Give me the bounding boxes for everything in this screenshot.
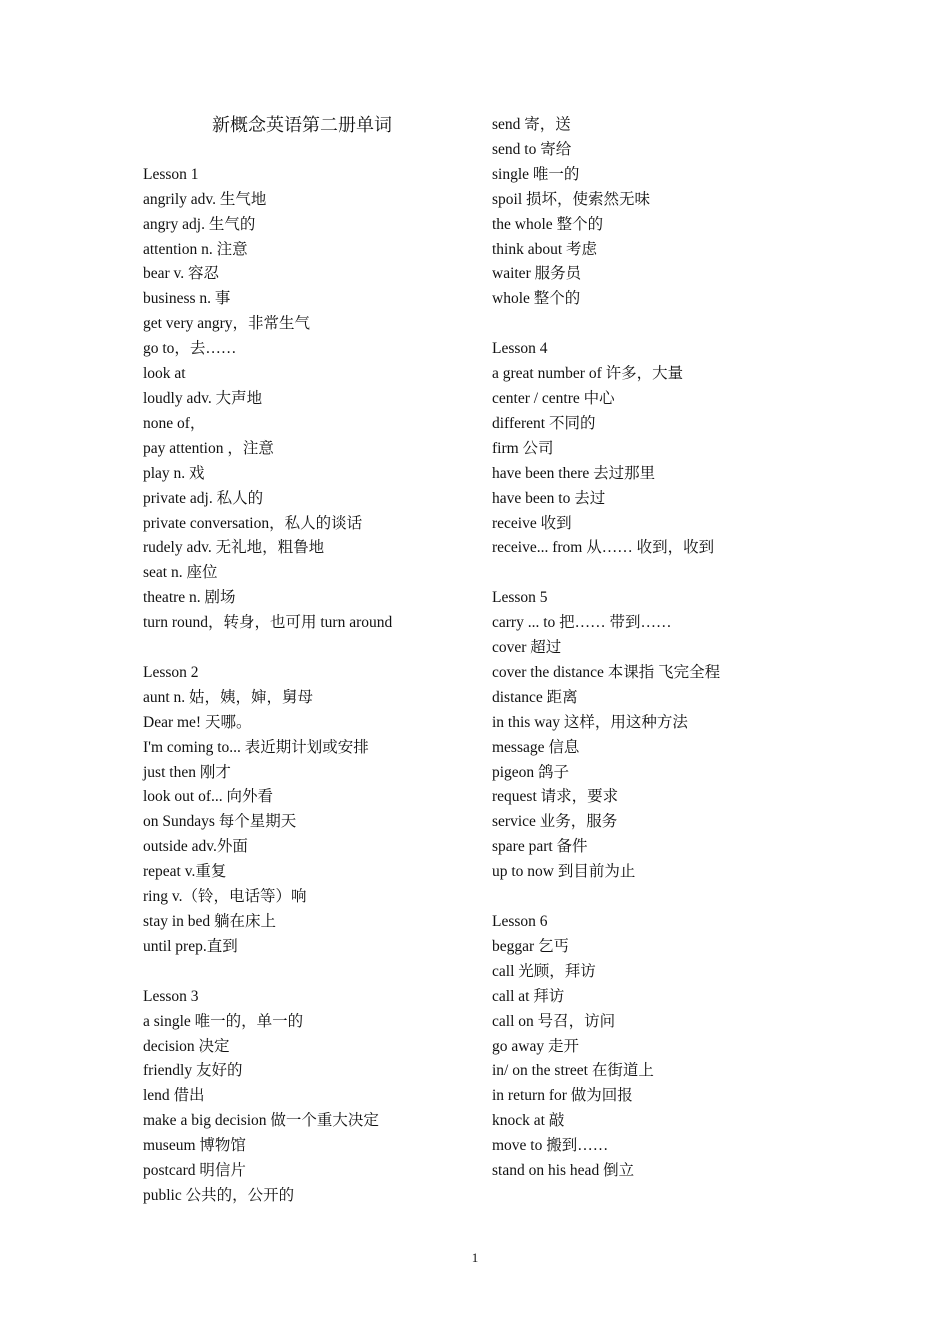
page-number: 1 bbox=[471, 1250, 479, 1265]
vocab-entry: have been to 去过 bbox=[492, 489, 606, 507]
vocab-entry: make a big decision 做一个重大决定 bbox=[143, 1112, 379, 1130]
vocab-entry: send 寄，送 bbox=[492, 116, 571, 133]
vocab-entry: a single 唯一的，单一的 bbox=[143, 1012, 304, 1030]
vocab-entry: ring v.（铃，电话等）响 bbox=[143, 888, 307, 906]
lesson-heading: Lesson 5 bbox=[492, 589, 548, 607]
vocab-entry: turn round，转身，也可用 turn around bbox=[143, 614, 393, 632]
vocab-entry: loudly adv. 大声地 bbox=[143, 389, 263, 407]
vocab-entry: bear v. 容忍 bbox=[143, 265, 220, 283]
lesson-heading: Lesson 4 bbox=[492, 340, 548, 358]
lesson-heading: Lesson 6 bbox=[492, 913, 548, 930]
vocab-entry: request 请求，要求 bbox=[492, 788, 619, 806]
vocab-entry: go to，去…… bbox=[143, 340, 237, 358]
vocab-entry: postcard 明信片 bbox=[143, 1162, 246, 1180]
vocab-entry: service 业务，服务 bbox=[492, 813, 618, 831]
vocab-entry: until prep.直到 bbox=[143, 937, 238, 955]
vocab-entry: up to now 到目前为止 bbox=[492, 863, 636, 881]
right-column bbox=[492, 113, 812, 1184]
vocab-entry: in/ on the street 在街道上 bbox=[492, 1062, 654, 1080]
vocab-entry: aunt n. 姑，姨，婶，舅母 bbox=[143, 688, 314, 706]
vocab-entry: pay attention ，注意 bbox=[143, 439, 274, 457]
vocab-entry: single 唯一的 bbox=[492, 165, 580, 183]
vocab-entry: just then 刚才 bbox=[143, 763, 231, 781]
vocab-entry: call at 拜访 bbox=[492, 987, 565, 1005]
spacer bbox=[492, 885, 812, 910]
lesson-heading: Lesson 3 bbox=[143, 987, 199, 1005]
vocab-entry: message 信息 bbox=[492, 738, 580, 756]
vocab-entry: waiter 服务员 bbox=[492, 265, 582, 283]
vocab-entry: call on 号召，访问 bbox=[492, 1012, 616, 1030]
vocab-entry: different 不同的 bbox=[492, 414, 596, 432]
spacer bbox=[492, 312, 812, 337]
vocab-entry: decision 决定 bbox=[143, 1037, 230, 1055]
vocab-entry: a great number of 许多，大量 bbox=[492, 365, 684, 383]
vocab-entry: receive... from 从…… 收到，收到 bbox=[492, 539, 715, 557]
vocab-entry: friendly 友好的 bbox=[143, 1062, 243, 1080]
vocab-entry: on Sundays 每个星期天 bbox=[143, 813, 297, 831]
vocab-entry: business n. 事 bbox=[143, 290, 231, 308]
vocab-entry: spare part 备件 bbox=[492, 838, 588, 856]
vocab-entry: private conversation，私人的谈话 bbox=[143, 514, 363, 532]
vocab-entry: stand on his head 倒立 bbox=[492, 1162, 635, 1180]
vocab-entry: in return for 做为回报 bbox=[492, 1087, 633, 1105]
vocab-entry: repeat v.重复 bbox=[143, 863, 227, 881]
vocab-entry: receive 收到 bbox=[492, 514, 572, 532]
vocab-entry: go away 走开 bbox=[492, 1037, 579, 1055]
vocab-entry: seat n. 座位 bbox=[143, 564, 218, 582]
vocab-entry: have been there 去过那里 bbox=[492, 464, 656, 482]
spacer bbox=[143, 636, 463, 661]
vocab-entry: private adj. 私人的 bbox=[143, 489, 264, 507]
vocab-entry: I'm coming to... 表近期计划或安排 bbox=[143, 738, 369, 756]
vocab-entry: angry adj. 生气的 bbox=[143, 215, 256, 233]
vocab-entry: pigeon 鸽子 bbox=[492, 763, 570, 781]
vocab-entry: carry ... to 把…… 带到…… bbox=[492, 614, 672, 632]
spacer bbox=[143, 138, 463, 163]
vocab-entry: center / centre 中心 bbox=[492, 389, 615, 407]
vocab-entry: get very angry，非常生气 bbox=[143, 315, 311, 333]
vocab-entry: distance 距离 bbox=[492, 688, 578, 706]
vocab-entry: none of， bbox=[143, 414, 206, 432]
vocab-entry: outside adv.外面 bbox=[143, 838, 248, 856]
vocab-entry: cover 超过 bbox=[492, 639, 562, 657]
vocab-entry: museum 博物馆 bbox=[143, 1137, 246, 1155]
vocab-entry: move to 搬到…… bbox=[492, 1137, 609, 1155]
lesson-heading: Lesson 1 bbox=[143, 165, 199, 183]
vocab-entry: firm 公司 bbox=[492, 439, 554, 457]
vocab-entry: rudely adv. 无礼地，粗鲁地 bbox=[143, 539, 325, 557]
vocab-entry: stay in bed 躺在床上 bbox=[143, 913, 277, 930]
vocab-entry: send to 寄给 bbox=[492, 140, 572, 158]
vocab-entry: cover the distance 本课指 飞完全程 bbox=[492, 663, 721, 681]
vocab-entry: look at bbox=[143, 365, 186, 383]
vocab-entry: in this way 这样，用这种方法 bbox=[492, 713, 688, 731]
vocab-entry: public 公共的，公开的 bbox=[143, 1186, 295, 1204]
lesson-heading: Lesson 2 bbox=[143, 663, 199, 681]
vocab-entry: whole 整个的 bbox=[492, 290, 581, 308]
vocab-entry: play n. 戏 bbox=[143, 464, 205, 482]
vocab-entry: the whole 整个的 bbox=[492, 215, 604, 233]
document-title: 新概念英语第二册单词 bbox=[212, 115, 392, 135]
vocab-entry: attention n. 注意 bbox=[143, 240, 248, 258]
vocab-entry: theatre n. 剧场 bbox=[143, 589, 236, 607]
vocab-entry: call 光顾，拜访 bbox=[492, 962, 596, 980]
vocab-entry: think about 考虑 bbox=[492, 240, 598, 258]
vocab-entry: beggar 乞丐 bbox=[492, 937, 570, 955]
spacer bbox=[492, 561, 812, 586]
vocab-entry: lend 借出 bbox=[143, 1087, 205, 1105]
vocab-entry: knock at 敲 bbox=[492, 1112, 565, 1130]
spacer bbox=[143, 960, 463, 985]
vocab-entry: angrily adv. 生气地 bbox=[143, 190, 267, 208]
left-column bbox=[143, 113, 463, 1209]
vocab-entry: Dear me! 天哪。 bbox=[143, 713, 252, 731]
vocab-entry: look out of... 向外看 bbox=[143, 788, 274, 806]
vocab-entry: spoil 损坏，使索然无味 bbox=[492, 190, 651, 208]
